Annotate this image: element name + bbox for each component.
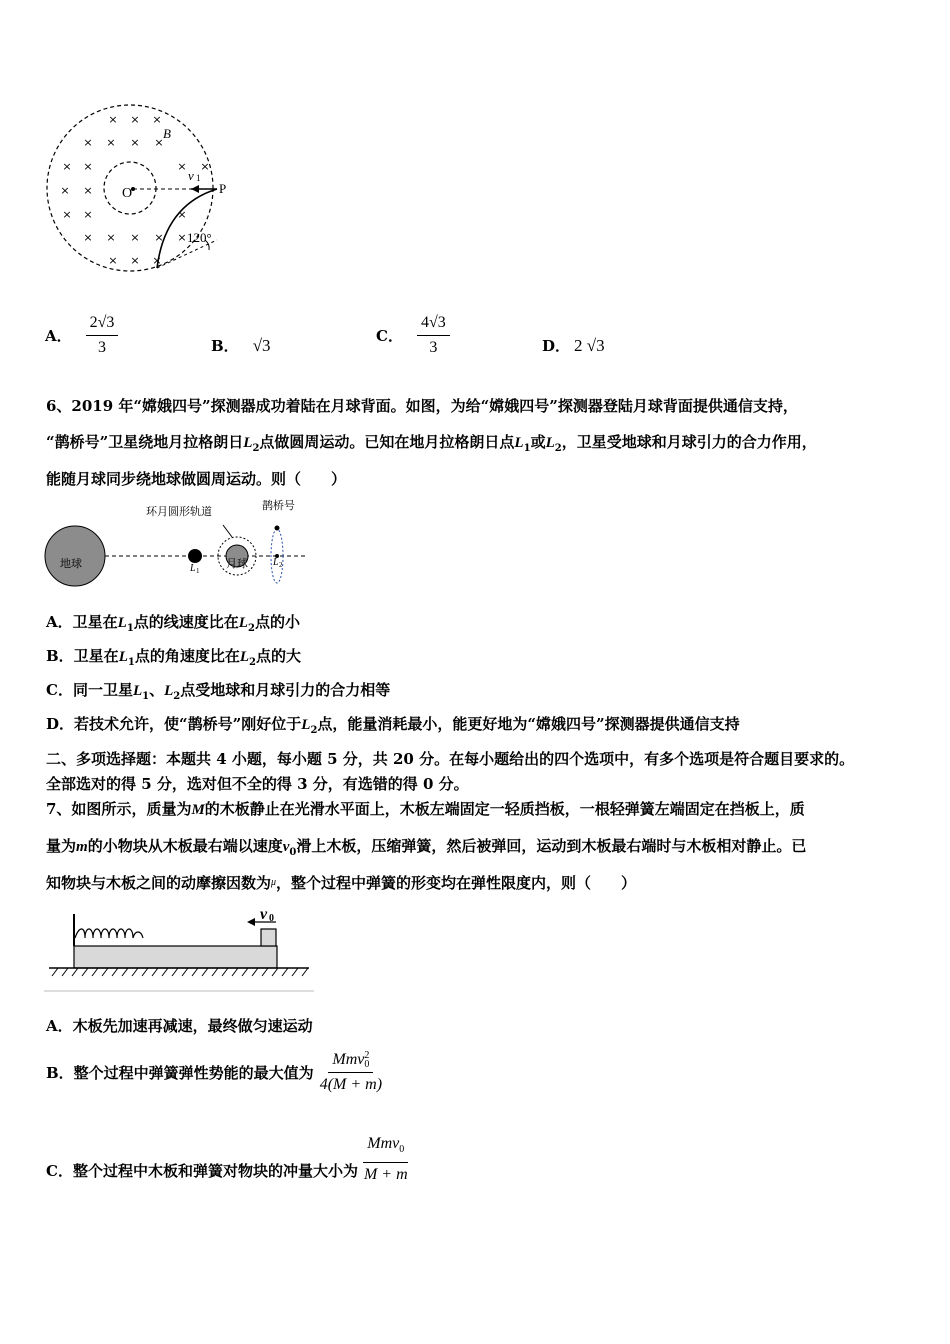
q7-option-b[interactable] [46,1050,386,1095]
q7-option-a[interactable]: A．木板先加速再减速，最终做匀速运动 [46,1017,313,1035]
q7-line2-text-c: 滑上木板，压缩弹簧，然后被弹回，运动到木板最右端时与木板相对静止。已 [296,837,807,855]
q6-optC-L2-sub: 2 [173,691,181,702]
label-L2: L [273,557,279,568]
q7-line1-text-a: 7、如图所示，质量为 [46,800,192,818]
q6-optB-text-a: B．卫星在 [46,647,119,665]
label-P: P [219,181,227,196]
q6-line2-L1: L [514,435,524,451]
svg-text:×: × [108,254,118,267]
q6-optA-L1: L [117,615,127,631]
q6-line2-L1-sub: 1 [523,443,531,454]
q6-optD-L2: L [301,717,311,733]
q6-line2-L2-sub: 2 [252,443,260,454]
svg-text:×: × [152,254,162,267]
q7-line-1 [46,799,805,820]
label-L1: L [190,563,196,574]
q6-optA-text-a: A．卫星在 [46,613,118,631]
q6-optD-text-b: 点，能量消耗最小，能更好地为“嫦娥四号”探测器提供通信支持 [317,715,740,733]
q7-optC-num-text: Mmv [367,1135,400,1152]
q7-optC-denominator: M + m [363,1166,408,1184]
q6-optC-L1: L [132,683,143,699]
q6-option-c[interactable] [46,680,390,707]
spring-board-diagram [44,900,316,995]
svg-text:×: × [60,184,70,197]
q6-line2-text-b: 点做圆周运动。已知在地月拉格朗日点 [259,433,515,451]
q6-optB-L1: L [118,649,128,665]
option-a-numerator: 2√3 [86,313,119,336]
svg-text:×: × [130,254,140,267]
q6-optB-L2-sub: 2 [249,657,256,668]
label-v1: v [188,168,194,183]
q7-optB-num-sub: 0 [364,1059,370,1071]
q6-optA-L1-sub: 1 [126,623,134,634]
q6-optB-text-c: 点的大 [255,647,301,665]
q7-line2-text-b: 的小物块从木板最右端以速度 [87,837,283,855]
svg-text:×: × [83,160,93,173]
svg-text:×: × [83,184,93,197]
label-B: B [163,126,171,141]
label-earth: 地球 [60,557,82,570]
q6-option-b[interactable] [46,646,301,673]
svg-text:×: × [62,160,72,173]
q7-m: m [76,839,88,855]
q6-option-d[interactable] [46,714,740,741]
q7-M: M [191,802,205,818]
svg-text:×: × [200,160,210,173]
svg-text:×: × [130,231,140,244]
label-angle: 120° [187,230,212,245]
q5-option-d[interactable] [542,335,605,356]
q7-line1-text-b: 的木板静止在光滑水平面上，木板左端固定一轻质挡板，一根轻弹簧左端固定在挡板上，质 [204,800,805,818]
section2-line-2: 全部选对的得 5 分，选对但不全的得 3 分，有选错的得 0 分。 [46,775,469,793]
q7-optC-numerator [363,1134,408,1163]
q5-option-a[interactable] [45,313,118,358]
q6-optC-L1-sub: 1 [142,691,150,702]
figure-spring-board [44,900,316,995]
q7-optB-num-text: Mmv [332,1051,365,1068]
q7-optB-numerator [328,1050,373,1073]
q7-v0-sub: 0 [289,847,297,858]
q7-line3-text-b: ，整个过程中弹簧的形变均在弹性限度内，则（ ） [276,874,637,892]
q7-optB-text: B．整个过程中弹簧弹性势能的最大值为 [46,1063,314,1082]
q6-line2-L2: L [243,435,253,451]
option-c-label: C． [376,327,403,345]
svg-text:×: × [83,136,93,149]
q6-optD-L2-sub: 2 [310,725,318,736]
q6-optC-text-a: C．同一卫星 [46,681,133,699]
label-orbit: 环月圆形轨道 [146,505,212,518]
svg-text:×: × [130,113,140,126]
svg-text:×: × [154,231,164,244]
q6-optA-L2-sub: 2 [247,623,255,634]
q6-line2-text-a: “鹊桥号”卫星绕地月拉格朗日 [46,433,244,451]
q6-optD-text-a: D．若技术允许，使“鹊桥号”刚好位于 [46,715,302,733]
label-queqiao: 鹊桥号 [262,499,295,512]
svg-text:×: × [177,160,187,173]
label-L1-sub: 1 [196,567,200,575]
q6-optA-text-c: 点的小 [254,613,300,631]
svg-text:×: × [177,231,187,244]
figure-magnetic-field [45,100,230,275]
q6-optB-text-b: 点的角速度比在 [134,647,240,665]
q6-line2-L2b: L [545,435,555,451]
option-d-value: 2 √3 [574,335,605,355]
q6-optC-text-b: 、 [149,681,165,699]
magnetic-field-diagram [45,100,230,275]
option-a-label: A． [45,327,72,345]
q6-optC-L2: L [164,683,174,699]
label-moon: 月球 [226,557,248,570]
svg-text:×: × [152,113,162,126]
q6-option-a[interactable] [46,612,300,639]
label-v0-sub: 0 [269,913,274,924]
svg-text:×: × [108,113,118,126]
option-c-denominator: 3 [429,339,438,356]
svg-text:×: × [130,136,140,149]
q5-option-b[interactable] [211,335,271,356]
option-b-label: B． [211,337,239,355]
q6-optB-L2: L [239,649,250,665]
q7-optB-num-sup: 2 [364,1050,370,1062]
q7-line-3 [46,873,636,893]
svg-text:×: × [83,208,93,221]
option-c-numerator: 4√3 [417,313,450,336]
earth-moon-diagram [40,495,310,590]
q7-optC-num-sub: 0 [399,1144,405,1156]
option-a-denominator: 3 [98,339,107,356]
q7-optC-text: C．整个过程中木板和弹簧对物块的冲量大小为 [46,1161,358,1180]
q7-mu: μ [271,877,277,888]
label-O: O [122,186,133,201]
svg-text:×: × [106,136,116,149]
figure-earth-moon [40,495,310,590]
svg-text:×: × [83,231,93,244]
svg-text:×: × [62,208,72,221]
label-L2-sub: 2 [279,561,283,569]
svg-text:×: × [154,136,164,149]
q7-line2-text-a: 量为 [46,837,77,855]
option-d-label: D． [542,337,571,355]
q6-line-2 [46,432,817,459]
option-b-value: √3 [252,335,271,355]
q6-line-3: 能随月球同步绕地球做圆周运动。则（ ） [46,470,347,488]
svg-text:×: × [106,231,116,244]
q6-optC-text-c: 点受地球和月球引力的合力相等 [180,681,391,699]
q7-line-2 [46,836,806,863]
q7-option-c[interactable] [46,1134,412,1185]
section2-line-1: 二、多项选择题：本题共 4 小题，每小题 5 分，共 20 分。在每小题给出的四个选项中，有多个选项是符合题目要求的。 [46,750,855,768]
q6-line2-text-c: 或 [530,433,546,451]
q6-line2-L2b-sub: 2 [554,443,562,454]
q7-optB-denominator: 4(M + m) [319,1076,383,1093]
q6-optA-L2: L [238,615,248,631]
q7-line3-text-a: 知物块与木板之间的动摩擦因数为 [46,874,272,892]
svg-text:×: × [177,208,187,221]
q7-v0: v [282,839,290,855]
label-v1-sub: 1 [196,173,201,183]
q6-line-1: 6、2019 年“嫦娥四号”探测器成功着陆在月球背面。如图，为给“嫦娥四号”探测器登陆月球背面提供通信支持， [46,397,798,415]
q6-optA-text-b: 点的线速度比在 [133,613,239,631]
q6-line2-text-d: ，卫星受地球和月球引力的合力作用， [561,433,817,451]
q6-optB-L1-sub: 1 [127,657,135,668]
q5-option-c[interactable] [376,313,450,358]
label-v0: v [260,906,268,923]
